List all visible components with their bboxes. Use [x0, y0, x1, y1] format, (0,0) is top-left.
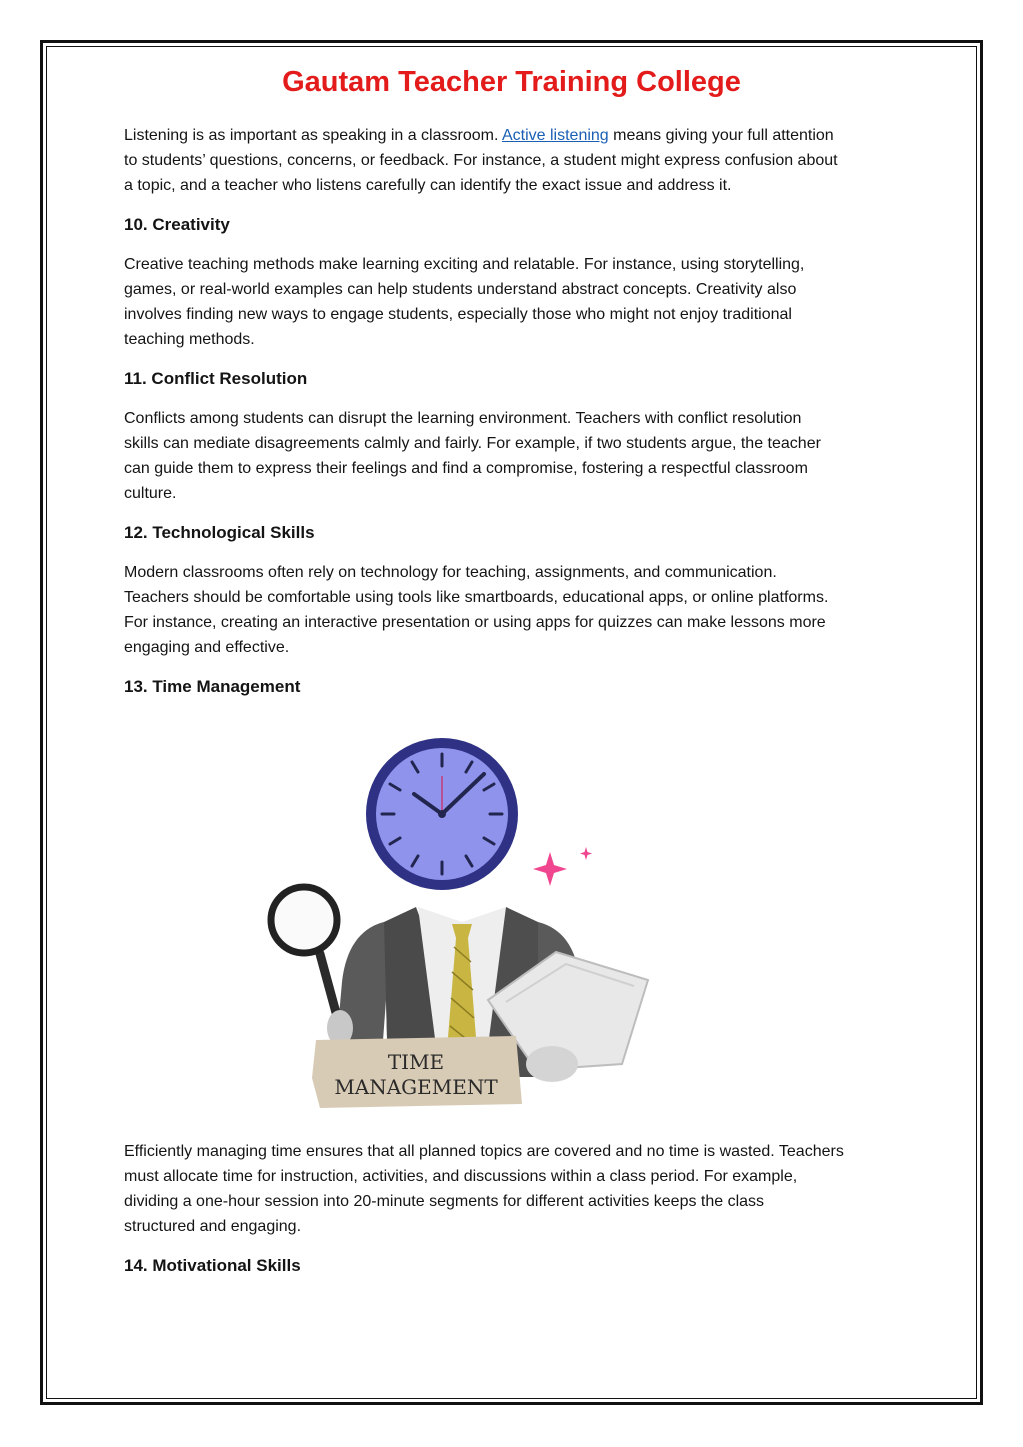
intro-text-before-link: Listening is as important as speaking in a classroom. [124, 127, 502, 144]
intro-line2: to students’ questions, concerns, or feedback. For instance, a student might express confusion about [124, 152, 838, 169]
section-heading-technological-skills: 12. Technological Skills [124, 523, 315, 542]
label-line-time: TIME [387, 1050, 445, 1074]
creativity-paragraph [124, 252, 914, 352]
paragraph-line: can guide them to express their feelings and find a compromise, fostering a respectful classroom [124, 460, 808, 477]
conflict-resolution-paragraph [124, 406, 914, 506]
paragraph-line: culture. [124, 485, 177, 502]
paragraph-line: engaging and effective. [124, 639, 290, 656]
intro-paragraph [124, 123, 914, 198]
label-line-management: MANAGEMENT [334, 1075, 498, 1099]
time-management-paragraph [124, 1139, 914, 1239]
paragraph-line: teaching methods. [124, 331, 255, 348]
section-heading-motivational-skills: 14. Motivational Skills [124, 1256, 301, 1275]
paragraph-line: Modern classrooms often rely on technology for teaching, assignments, and communication. [124, 564, 777, 581]
paragraph-line: games, or real-world examples can help students understand abstract concepts. Creativity also [124, 281, 797, 298]
intro-line1-rest: means giving your full attention [608, 127, 834, 144]
paragraph-line: involves finding new ways to engage students, especially those who might not enjoy traditional [124, 306, 792, 323]
time-management-illustration [266, 732, 658, 1114]
clock-icon [366, 738, 518, 890]
sparkle-icon [533, 847, 592, 886]
page-title: Gautam Teacher Training College [282, 66, 741, 98]
paragraph-line: structured and engaging. [124, 1218, 302, 1235]
magnifying-glass-icon [271, 887, 353, 1046]
paragraph-line: For instance, creating an interactive presentation or using apps for quizzes can make lessons more [124, 614, 826, 631]
section-heading-time-management: 13. Time Management [124, 677, 301, 696]
paragraph-line: must allocate time for instruction, activities, and discussions within a class period. For example, [124, 1168, 798, 1185]
paragraph-line: Teachers should be comfortable using tools like smartboards, educational apps, or online platforms. [124, 589, 829, 606]
paragraph-line: Conflicts among students can disrupt the learning environment. Teachers with conflict resolution [124, 410, 802, 427]
technological-skills-paragraph [124, 560, 914, 660]
section-heading-creativity: 10. Creativity [124, 215, 230, 234]
section-heading-conflict-resolution: 11. Conflict Resolution [124, 369, 308, 388]
paragraph-line: skills can mediate disagreements calmly and fairly. For example, if two students argue, the teacher [124, 435, 821, 452]
paragraph-line: Creative teaching methods make learning exciting and relatable. For instance, using storytelling, [124, 256, 805, 273]
intro-line3: a topic, and a teacher who listens carefully can identify the exact issue and address it. [124, 177, 732, 194]
active-listening-link[interactable]: Active listening [501, 127, 609, 144]
paragraph-line: Efficiently managing time ensures that all planned topics are covered and no time is wasted. Teachers [124, 1143, 844, 1160]
time-management-label [312, 1036, 522, 1108]
paragraph-line: dividing a one-hour session into 20-minute segments for different activities keeps the class [124, 1193, 765, 1210]
